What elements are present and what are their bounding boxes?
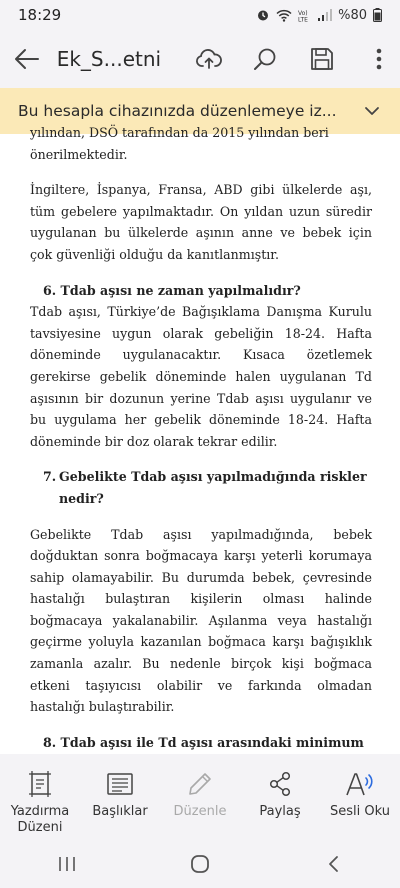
paragraph-timing: Tdab aşısı, Türkiye’de Bağışıklama Danışma Kurulu tavsiyesine uygun olarak gebeliğin 18-24. Hafta döneminde uygulanacaktır. Kısaca özetlemek gerekirse gebelik döneminde halen uygulanan Td aşısının bir dozunun yerine Tdab aşısı uygulanır ve bu uygulama her gebelik döneminde 18-24. Hafta döneminde bir doz olarak tekrar edilir. (30, 304, 372, 449)
status-icons (256, 8, 382, 23)
headings-button[interactable] (82, 770, 158, 820)
paragraph-end: önerilmektedir. (30, 146, 128, 162)
read-aloud-label: Sesli Oku (330, 804, 390, 819)
search-icon (253, 47, 277, 71)
chevron-down-icon[interactable] (360, 99, 384, 123)
home-button[interactable] (170, 844, 230, 884)
svg-text:Vo): Vo) (298, 9, 308, 17)
volte-icon (298, 9, 312, 22)
document-content (30, 122, 372, 797)
banner-text: Bu hesapla cihazınızda düzenlemeye iz... (18, 102, 337, 120)
more-options-button[interactable] (357, 37, 400, 81)
app-bar (0, 30, 400, 88)
heading-7-line1: Gebelikte Tdab aşısı yapılmadığında riskler (59, 469, 367, 485)
heading-6: 6. Tdab aşısı ne zaman yapılmalıdır? (43, 282, 301, 298)
cloud-upload-icon (195, 48, 223, 70)
share-label: Paylaş (259, 804, 301, 819)
print-layout-label: Yazdırma Düzeni (10, 804, 70, 835)
recents-icon (58, 856, 76, 872)
status-bar (0, 0, 400, 30)
back-icon (327, 855, 339, 873)
paragraph-partial-line: yılından, DSÖ tarafından da 2015 yılından beri (30, 125, 329, 140)
read-aloud-button[interactable] (322, 770, 398, 820)
cloud-upload-button[interactable] (187, 37, 230, 81)
status-time: 18:29 (18, 6, 62, 24)
document-title: Ek_S...etni (56, 47, 162, 71)
svg-text:LTE: LTE (298, 16, 309, 23)
recents-button[interactable] (37, 844, 97, 884)
back-arrow-icon (14, 48, 40, 70)
wifi-icon (276, 9, 292, 22)
save-button[interactable] (301, 37, 344, 81)
edit-pencil-icon (188, 772, 212, 796)
share-button[interactable] (242, 770, 318, 820)
print-layout-icon (28, 771, 52, 797)
headings-icon (107, 773, 133, 795)
battery-text: %80 (338, 7, 367, 23)
save-icon (310, 47, 334, 71)
paragraph-countries: İngiltere, İspanya, Fransa, ABD gibi ülkelerde aşı, tüm gebelere yapılmaktadır. On yıldan uzun süredir uygulanan bu ülkelerde aşının anne ve bebek için çok güvenliği olduğu da kanıtlanmıştır. (30, 182, 372, 262)
more-vert-icon (376, 48, 382, 70)
edit-button[interactable] (162, 770, 238, 820)
bottom-toolbar (0, 754, 400, 840)
heading-8-line1: 8. Tdab aşısı ile Td aşısı arasındaki minimum (43, 734, 364, 750)
headings-label: Başlıklar (92, 804, 148, 819)
read-aloud-icon (345, 771, 375, 797)
alarm-icon (256, 8, 270, 22)
share-icon (268, 771, 292, 797)
heading-7-line2: nedir? (59, 490, 104, 506)
document-view[interactable] (0, 125, 400, 754)
system-nav-bar (0, 840, 400, 888)
search-button[interactable] (244, 37, 287, 81)
print-layout-button[interactable] (2, 770, 78, 836)
edit-label: Düzenle (173, 804, 227, 819)
heading-7 (30, 466, 372, 509)
signal-icon (318, 9, 332, 21)
paragraph-risks: Gebelikte Tdab aşısı yapılmadığında, bebek doğduktan sonra boğmacaya karşı yeterli korumaya sahip olamayabilir. Bu durumda bebek, çevresinde hastalığı bulaştıran kişilerin olması halinde boğmacaya yakalanabilir. Aşılanma veya hastalığı geçirme yoluyla kazanılan boğmaca karşı bağışıklık zamanla azalır. Bu nedenle birçok kişi boğmaca etkeni taşıyıcısı olabilir ve farkında olmadan hastalığı bulaştırabilir. (30, 526, 372, 715)
home-icon (190, 854, 210, 874)
heading-7-number: 7. (43, 469, 57, 485)
back-button[interactable] (6, 37, 49, 81)
battery-icon (373, 8, 382, 22)
system-back-button[interactable] (303, 844, 363, 884)
